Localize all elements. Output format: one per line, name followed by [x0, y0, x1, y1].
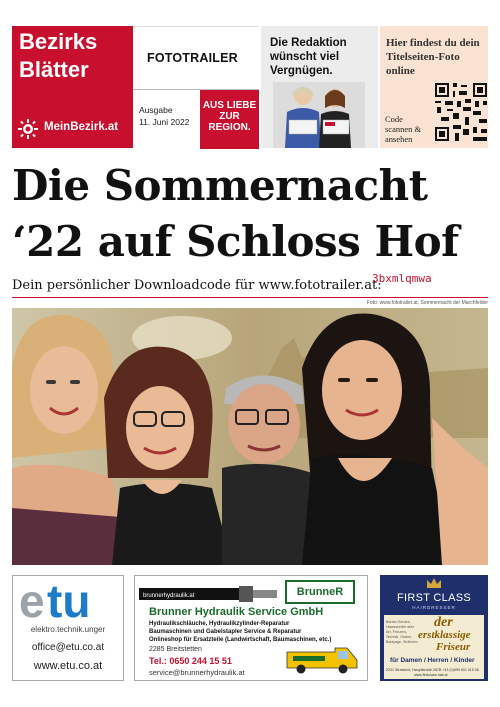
brunner-line2: Baumaschinen und Gabelstapler Service & Reparatur: [149, 629, 302, 635]
brunner-bar-text: brunnerhydraulik.at: [143, 593, 195, 599]
etu-tagline: elektro.technik.unger: [30, 625, 106, 634]
slogan-badge: AUS LIEBE ZUR REGION.: [200, 90, 259, 149]
firstclass-desc: Barber-Service, Haarschnitte aller Art, Frisuren-Technik, Ombre, Balayage, Strähnen: [386, 620, 418, 644]
firstclass-panel: [384, 615, 484, 679]
meinbezirk-logo: [17, 118, 131, 138]
ad-brunner[interactable]: [134, 575, 368, 681]
headline-rule: [12, 297, 488, 298]
firstclass-friseur: Friseur: [436, 641, 471, 653]
svg-text:tu: tu: [47, 579, 91, 623]
headline-line2: ‘22 auf Schloss Hof: [12, 217, 459, 266]
main-photo: [12, 308, 488, 565]
firstclass-web[interactable]: www.firstclass-hair.at: [414, 673, 448, 677]
qr-block: [380, 26, 488, 148]
editors-photo: [273, 82, 365, 148]
meinbezirk-text: MeinBezirk.at: [44, 121, 119, 133]
brunner-logo: [285, 580, 355, 604]
firstclass-sub: HAIRDRESSER: [412, 605, 456, 610]
hydraulic-hose-graphic: [139, 586, 277, 602]
etu-web[interactable]: www.etu.co.at: [33, 660, 103, 672]
qr-code-icon[interactable]: [435, 83, 487, 141]
download-text: Dein persönlicher Downloadcode für www.fototrailer.at:: [12, 278, 382, 293]
scan-text: Code scannen & ansehen: [385, 114, 422, 144]
edition-date: 11. Juni 2022: [139, 117, 190, 127]
brand-name-line1: Bezirks: [19, 29, 98, 54]
firstclass-erstklassige: erstklassige: [418, 629, 471, 641]
ads-row: [12, 575, 488, 683]
brunner-logo-text: BrunneR: [296, 586, 344, 598]
etu-logo: [17, 579, 121, 623]
brand-name-line2: Blätter: [19, 57, 89, 82]
ad-first-class[interactable]: [380, 575, 488, 681]
photo-credit: Foto: www.fototrailer.at, Sommernacht der Marchfelder: [366, 300, 488, 306]
brunner-line1: Hydraulikschläuche, Hydraulikzylinder-Reparatur: [149, 621, 290, 627]
headline: [12, 158, 492, 270]
brunner-email[interactable]: service@brunnerhydraulik.at: [149, 668, 245, 677]
ad-etu[interactable]: [12, 575, 124, 681]
edition-label: Ausgabe: [139, 105, 173, 115]
firstclass-name: FIRST CLASS: [396, 592, 471, 604]
crown-icon: [426, 577, 442, 589]
section-title: FOTOTRAILER: [147, 51, 238, 65]
etu-email[interactable]: office@etu.co.at: [31, 642, 105, 653]
editorial-team-block: [261, 26, 378, 148]
sun-logo-icon: [17, 118, 39, 140]
brunner-city: 2285 Breitstetten: [149, 646, 202, 653]
service-van-icon: [285, 644, 359, 674]
brunner-phone[interactable]: Tel.: 0650 244 15 51: [149, 656, 232, 666]
firstclass-audience: für Damen / Herren / Kinder: [390, 657, 475, 664]
download-code: 3bxmlqmwa: [372, 272, 432, 285]
firstclass-address: 2231 Strasshof, Hauptstraße 267B +43 (0)699 801 915 08: [386, 668, 479, 672]
svg-text:e: e: [19, 579, 45, 623]
brunner-name: Brunner Hydraulik Service GmbH: [149, 606, 324, 618]
fototrailer-block: [133, 26, 259, 148]
headline-line1: Die Sommernacht: [12, 161, 428, 210]
brunner-line3: Onlineshop für Ersatzteile (Landwirtschaft, Baumaschinen, etc.): [149, 637, 332, 643]
masthead: [12, 26, 488, 148]
find-text: Hier findest du dein Titelseiten-Foto online: [386, 37, 480, 77]
brand-block: [12, 26, 133, 148]
team-message: Die Redaktion wünscht viel Vergnügen.: [270, 37, 347, 77]
firstclass-der: der: [434, 615, 453, 630]
